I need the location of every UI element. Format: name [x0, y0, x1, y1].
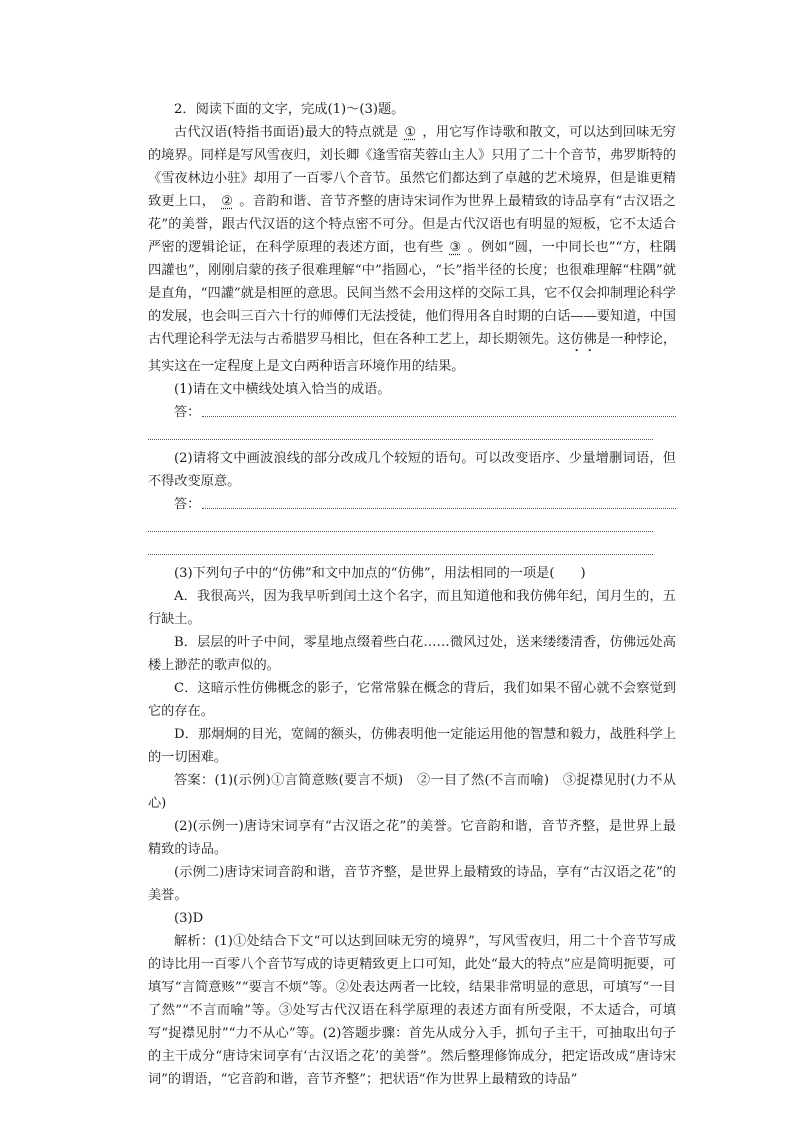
answer-line-2a	[148, 493, 676, 516]
passage-part-2: ，用它写作诗歌和散文，可以达到回味无穷的境界。同样是写风雪夜归，刘长卿《逢雪宿芙蓉山主人》只用了二十个音节，弗罗斯特的《雪夜林边小驻》却用了一百零八个音节。虽然它们都达到了卓越的艺术境界，但是谁更精致更上口，	[148, 125, 676, 209]
sub-question-3	[148, 562, 676, 585]
answer-1: 答案：(1)(示例)①言简意赅(要言不烦) ②一目了然(不言而喻) ③捉襟见肘(力不从心)	[148, 773, 676, 811]
option-c: C．这暗示性仿佛概念的影子，它常常躲在概念的背后，我们如果不留心就不会察觉到它的存在。	[148, 681, 676, 719]
answer-label: 答：	[174, 497, 201, 512]
reading-passage	[148, 121, 676, 378]
passage-part-3: 。音韵和谐、音节齐整的唐诗宋词作为世界上最精致的诗品享有“古汉语之花”的美誉，跟古代汉语的这个特点密不可分。但是古代汉语也有明显的短板，它不太适合严密的逻辑论证，在科学原理的表述方面，也有些	[148, 194, 676, 255]
answer-dotted-line	[148, 539, 653, 562]
sub-question-2: (2)请将文中画波浪线的部分改成几个较短的语句。可以改变语序、少量增删词语，但不得改变原意。	[148, 451, 676, 489]
question-title: 2．阅读下面的文字，完成(1)～(3)题。	[174, 102, 405, 117]
passage-part-4: 。例如“圆，一中同长也”“方，柱隅四讙也”，刚刚启蒙的孩子很难理解“中”指圆心，“长”指半径的长度；也很难理解“柱隅”就是直角，“四讙”就是相匣的意思。民间当然不会用这样的交际工具，它不仅会抑制理论科学的发展，也会叫三百六十行的师傅们无法授徒，他们得用各自时期的白话——要知道，中国古代理论科学无法与古希腊罗马相比，但在各种工艺上，却长期领先。这	[148, 240, 677, 347]
answer-label: 答：	[174, 405, 201, 420]
passage-part-5: 是一种悖论，其实这在一定程度上是文白两种语言环境作用的结果。	[148, 332, 677, 374]
answer-line-1a	[148, 401, 676, 424]
answer-dotted-line	[202, 401, 676, 424]
blank-2: ②	[221, 194, 234, 209]
sub-question-3-text: (3)下列句子中的“仿佛”和文中加点的“仿佛”，用法相同的一项是(	[174, 566, 555, 581]
dotted-word-fangfu: 仿佛	[570, 332, 597, 347]
answer-3: (3)D	[174, 911, 204, 926]
answer-dotted-line	[202, 493, 676, 516]
answer-dotted-line	[148, 516, 653, 539]
blank-1: ①	[404, 125, 417, 140]
option-d: D．那炯炯的目光，宽阔的额头，仿佛表明他一定能运用他的智慧和毅力，战胜科学上的一切困难。	[148, 727, 676, 765]
blank-3: ③	[449, 240, 462, 255]
document-content	[148, 98, 676, 1091]
answer-dotted-line	[148, 424, 653, 447]
passage-part-1: 古代汉语(特指书面语)最大的特点就是	[174, 125, 399, 140]
sub-question-3-paren: )	[580, 566, 586, 581]
option-b: B．层层的叶子中间，零星地点缀着些白花……微风过处，送来缕缕清香，仿佛远处高楼上渺茫的歌声似的。	[148, 635, 676, 673]
answer-2-example-1: (2)(示例一)唐诗宋词享有“古汉语之花”的美誉。它音韵和谐，音节齐整，是世界上最精致的诗品。	[148, 819, 676, 857]
analysis-text: 解析：(1)①处结合下文“可以达到回味无穷的境界”，写风雪夜归，用二十个音节写成的诗比用一百零八个音节写成的诗更精致更上口可知，此处“最大的特点”应是简明扼要，可填写“言简意赅”“要言不烦”等。②处表达两者一比较，结果非常明显的意思，可填写“一目了然”“不言而喻”等。③处写古代汉语在科学原理的表述方面有所受限，不太适合，可填写“捉襟见肘”“力不从心”等。(2)答题步骤：首先从成分入手，抓句子主干，可抽取出句子的主干成分“唐诗宋词享有‘古汉语之花’的美誉”。然后整理修饰成分，把定语改成“唐诗宋词”的谓语，“它音韵和谐，音节齐整”；把状语“作为世界上最精致的诗品”	[148, 934, 676, 1087]
sub-question-1: (1)请在文中横线处填入恰当的成语。	[174, 382, 391, 397]
option-a: A．我很高兴，因为我早听到闰土这个名字，而且知道他和我仿佛年纪，闰月生的，五行缺土。	[148, 589, 676, 627]
answer-2-example-2: (示例二)唐诗宋词音韵和谐，音节齐整，是世界上最精致的诗品，享有“古汉语之花”的美誉。	[148, 865, 676, 903]
